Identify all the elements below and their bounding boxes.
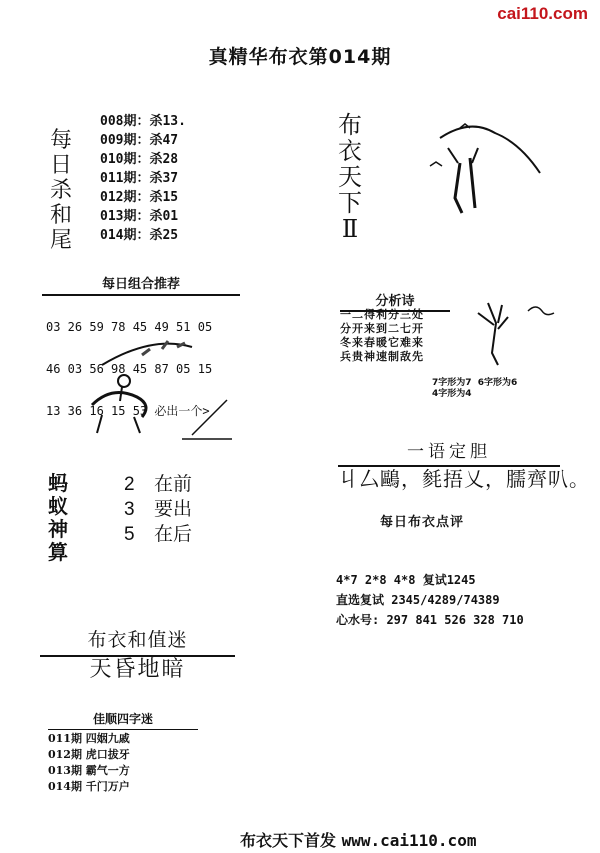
code-line: 心水号: 297 841 526 328 710 [336, 613, 524, 627]
footer-url[interactable]: www.cai110.com [341, 831, 477, 850]
ant-god-item [124, 522, 192, 547]
daily-kill-tail-heading: 每日杀和尾 [49, 128, 72, 253]
ant-god-number: 3 [124, 499, 135, 520]
kill-tail-item: 010期：杀28 [100, 152, 179, 167]
heading-char: 神 [48, 517, 68, 541]
title-char: 布 [338, 111, 362, 139]
poem-line: 分开来到二七开 [340, 322, 424, 335]
heading-char: 算 [48, 540, 68, 564]
ant-god-item [124, 472, 192, 497]
combo-row: 13 36 16 15 53 必出一个> [46, 404, 210, 418]
four-char-item: 014期 千门万户 [48, 780, 130, 793]
hezhi-answer: 天昏地暗 [89, 657, 186, 682]
ink-rider-illustration [42, 335, 242, 445]
kill-tail-item: 011期：杀37 [100, 171, 179, 186]
ink-figure-illustration [458, 293, 568, 373]
ant-god-list [124, 472, 192, 547]
combo-row: 03 26 59 78 45 49 51 05 [46, 320, 213, 334]
ant-god-text: 要出 [154, 498, 193, 520]
kill-tail-list [100, 112, 186, 245]
four-char-list [48, 731, 130, 795]
ant-god-number: 2 [124, 474, 135, 495]
poem-line: 兵贵神速制敌先 [340, 350, 424, 363]
kill-tail-item: 008期：杀13. [100, 114, 186, 129]
page-title: 真精华布衣第014期 [208, 46, 392, 68]
yiyu-title: 一语定胆 [338, 437, 560, 467]
site-logo: cai110.com [497, 4, 588, 23]
ant-god-heading [46, 472, 70, 564]
four-char-item: 012期 虎口拔牙 [48, 748, 130, 761]
heading-char: 蚁 [48, 494, 68, 518]
daily-combo-title: 每日组合推荐 [42, 273, 240, 296]
footer [240, 828, 476, 851]
ink-sketch-illustration [400, 118, 550, 228]
title-char: 下 [338, 189, 362, 217]
code-line: 直选复试 2345/4289/74389 [336, 593, 500, 607]
title-char: Ⅱ [341, 215, 359, 243]
title-char: 衣 [338, 137, 362, 165]
four-char-item: 011期 四姻九戚 [48, 732, 130, 745]
ant-god-number: 5 [124, 524, 135, 545]
four-char-title: 佳顺四字迷 [48, 710, 198, 730]
combo-row: 46 03 56 98 45 87 05 15 [46, 362, 213, 376]
analysis-poem [340, 308, 424, 364]
poem-line: 冬来春暖它难来 [340, 336, 424, 349]
kill-tail-item: 013期：杀01 [100, 209, 179, 224]
ant-god-text: 在前 [154, 473, 193, 495]
heading-char: 蚂 [48, 471, 68, 495]
hezhi-title: 布衣和值迷 [40, 625, 235, 657]
recommend-codes [336, 570, 524, 630]
four-char-item: 013期 霸气一方 [48, 764, 130, 777]
poem-line: 一二得利分三处 [340, 308, 424, 321]
code-line: 4*7 2*8 4*8 复试1245 [336, 573, 476, 587]
kill-tail-item: 014期：杀25 [100, 228, 179, 243]
daily-review-title: 每日布衣点评 [380, 515, 465, 530]
kill-tail-item: 012期：杀15 [100, 190, 179, 205]
title-char: 天 [338, 163, 362, 191]
buyi-tianxia-title [336, 112, 364, 242]
kill-tail-item: 009期：杀47 [100, 133, 179, 148]
shape-hints: 7字形为7 6字形为6 4字形为4 [432, 378, 518, 399]
footer-text: 布衣天下首发 [240, 831, 337, 850]
ant-god-text: 在后 [154, 523, 193, 545]
analysis-poem-title: 分析诗 [340, 290, 450, 312]
ant-god-item [124, 497, 192, 522]
yiyu-riddle: 丩厶鷗，毵捂乂，臑齊叭。 [338, 467, 590, 491]
